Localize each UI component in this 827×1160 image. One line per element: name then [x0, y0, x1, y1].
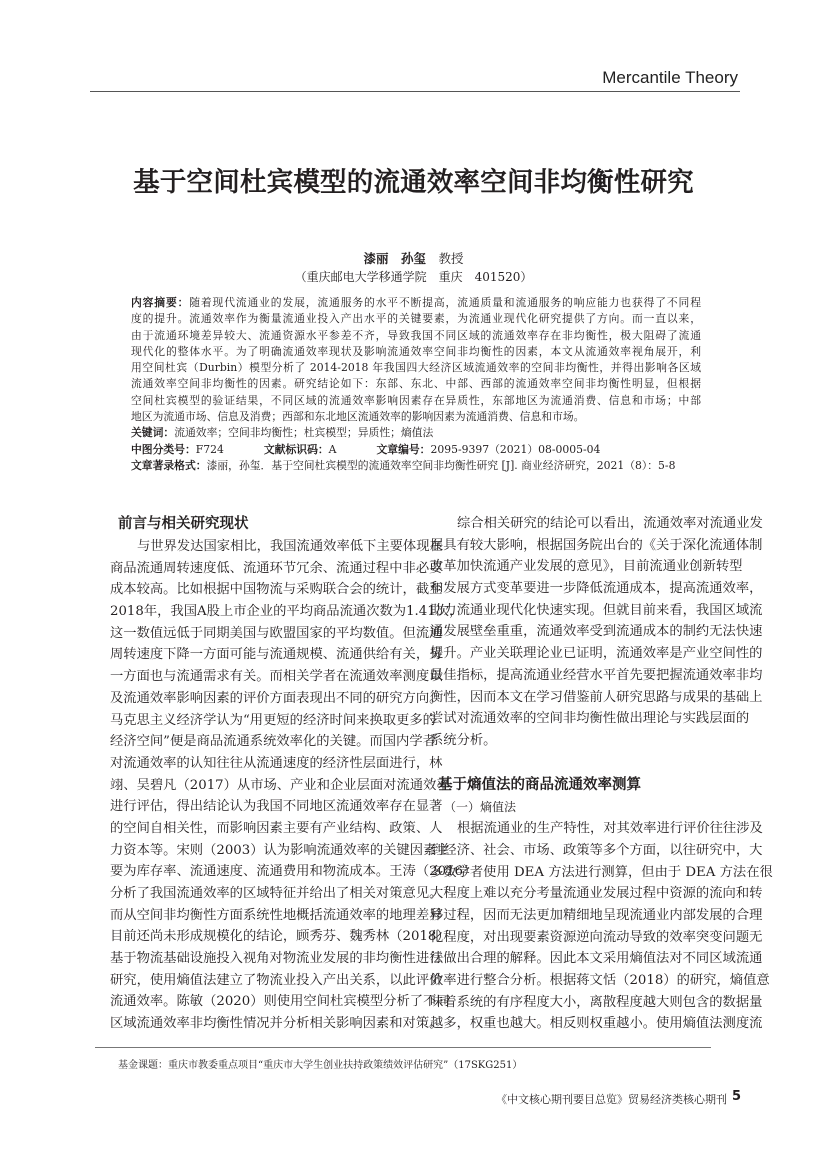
abstract-line: 空间杜宾模型的验证结果，不同区域的流通效率影响因素存在异质性，东部地区为流通消费、信息和市场；中部	[131, 393, 701, 407]
journal-footer: 《中文核心期刊要目总览》贸易经济类核心期刊	[496, 1093, 727, 1106]
running-header: Mercantile Theory	[602, 68, 738, 87]
body-line: 及流通效率影响因素的评价方面表现出不同的研究方向。	[110, 690, 443, 706]
body-line: 展具有较大影响，根据国务院出台的《关于深化流通体制	[430, 537, 763, 553]
body-line: 最佳指标，提高流通业经营水平首先要把握流通效率非均	[430, 667, 763, 683]
body-line: 改革加快流通产业发展的意见》，目前流通业创新转型	[430, 559, 743, 575]
body-line: 进行评估，得出结论认为我国不同地区流通效率存在显著	[110, 799, 443, 815]
author-title: 教授	[438, 251, 464, 266]
body-line: 味着系统的有序程度大小，离散程度越大则包含的数据量	[430, 994, 763, 1010]
body-line: 尝试对流通效率的空间非均衡性做出理论与实践层面的	[430, 711, 750, 727]
footnote-divider	[95, 1047, 711, 1048]
body-line: 衡性，因而本文在学习借鉴前人研究思路与成果的基础上	[430, 689, 763, 705]
classification-row: 中图分类号：F724 文献标识码：A 文章编号：2095-9397（2021）08-0005-04	[131, 442, 601, 456]
section-heading: 基于熵值法的商品流通效率测算	[438, 776, 641, 793]
body-line: 根据流通业的生产特性，对其效率进行评价往往涉及	[457, 821, 763, 837]
body-line: 和发展方式变革要进一步降低流通成本，提高流通效率，	[430, 581, 763, 597]
body-line: 到经济、社会、市场、政策等多个方面，以往研究中，大	[430, 842, 763, 858]
abstract-line: 流通效率空间非均衡性的因素。研究结论如下：东部、东北、中部、西部的流通效率空间非均衡性明显，但根据	[131, 377, 701, 391]
body-line: 翊、吴碧凡（2017）从市场、产业和企业层面对流通效率	[110, 777, 450, 793]
body-line: 法做出合理的解释。因此本文采用熵值法对不同区域流通	[430, 951, 763, 967]
body-line: 要为库存率、流通速度、流通费用和物流成本。王涛（2016）	[110, 864, 477, 880]
body-line: 多数学者使用 DEA 方法进行测算，但由于 DEA 方法在很	[430, 864, 773, 880]
body-line: 这一数值远低于同期美国与欧盟国家的平均数值。但流通	[110, 625, 443, 641]
body-line: 周转速度下降一方面可能与流通规模、流通供给有关，另	[110, 647, 443, 663]
abstract-line: 地区为流通市场、信息及消费；西部和东北地区流通效率的影响因素为流通消费、信息和市场。	[131, 410, 585, 424]
body-line: 基于物流基础设施投入视角对物流业发展的非均衡性进行	[110, 951, 443, 967]
abstract-label: 内容摘要：	[131, 296, 190, 309]
right-body-text	[430, 818, 773, 1035]
body-line: 助力流通业现代化快速实现。但就目前来看，我国区域流	[430, 602, 763, 618]
right-column	[430, 513, 773, 1035]
page-number: 5	[732, 1089, 742, 1104]
body-line: 移过程，因而无法更加精细地呈现流通业内部发展的合理	[430, 908, 763, 923]
authors	[0, 249, 827, 267]
body-line: 综合相关研究的结论可以看出，流通效率对流通业发	[457, 516, 763, 531]
body-line: 2018年，我国A股上市企业的平均商品流通次数为1.41次，	[110, 604, 463, 620]
body-line: 马克思主义经济学认为“用更短的经济时间来换取更多的	[110, 712, 436, 728]
body-line: 流通效率。陈敏（2020）则使用空间杜宾模型分析了不同	[110, 994, 450, 1010]
body-line: 化程度，对出现要素资源逆向流动导致的效率突变问题无	[430, 929, 763, 945]
body-line: 效率进行整合分析。根据蒋文恬（2018）的研究，熵值意	[430, 973, 770, 989]
citation-format: 文章著录格式：漆丽，孙玺．基于空间杜宾模型的流通效率空间非均衡性研究 [J]. 商业经济研究，2021（8）：5-8	[131, 458, 676, 472]
affiliation: （重庆邮电大学移通学院 重庆 401520）	[294, 270, 533, 284]
body-line: 系统分析。	[430, 732, 497, 748]
subsection-heading: （一）熵值法	[444, 799, 517, 814]
body-line: 商品流通周转速度低、流通环节冗余、流通过程中非必要	[110, 560, 443, 576]
body-line: 研究，使用熵值法建立了物流业投入产出关系，以此评价	[110, 972, 443, 988]
abstract-line: 由于流通环境差异较大、流通资源水平参差不齐，导致我国不同区域的流通效率存在非均衡性，极大阻碍了流通	[131, 328, 701, 342]
abstract-line: 现代化的整体水平。为了明确流通效率现状及影响流通效率空间非均衡性的因素，本文从流通效率视角展开，利	[131, 344, 701, 358]
body-line: 力资本等。宋则（2003）认为影响流通效率的关键因素主	[110, 842, 450, 858]
abstract-line: 度的提升。流通效率作为衡量流通业投入产出水平的关键要素，为流通业现代化研究提供了方向。而一直以来，	[131, 312, 701, 326]
body-line: 越多，权重也越大。相反则权重越小。使用熵值法测度流	[430, 1016, 763, 1032]
abstract-line: 用空间杜宾（Durbin）模型分析了 2014-2018 年我国四大经济区域流通效率的空间非均衡性，并得出影响各区域	[131, 361, 701, 375]
body-line: 经济空间”便是商品流通系统效率化的关键。而国内学者	[110, 734, 436, 750]
section-heading: 前言与相关研究现状	[118, 516, 249, 532]
body-line: 一方面也与流通需求有关。而相关学者在流通效率测度以	[110, 669, 443, 685]
body-line: 对流通效率的认知往往从流通速度的经济性层面进行，林	[110, 755, 443, 771]
keywords: 关键词：流通效率；空间非均衡性；杜宾模型；异质性；熵值法	[131, 426, 434, 440]
body-line: 提升。产业关联理论业已证明，流通效率是产业空间性的	[430, 646, 763, 662]
body-line: 与世界发达国家相比，我国流通效率低下主要体现在	[137, 539, 443, 554]
body-line: 而从空间非均衡性方面系统性地概括流通效率的地理差异	[110, 907, 443, 923]
abstract-block	[131, 295, 701, 474]
body-line: 的空间自相关性，而影响因素主要有产业结构、政策、人	[110, 820, 443, 836]
body-line: 成本较高。比如根据中国物流与采购联合会的统计，截至	[110, 582, 443, 598]
right-intro-text	[430, 513, 763, 752]
body-line: 目前还尚未形成规模化的结论，顾秀芬、魏秀林（2018）	[110, 929, 450, 945]
author-names: 漆丽 孙玺	[363, 251, 426, 266]
body-line: 大程度上难以充分考量流通业发展过程中资源的流向和转	[430, 886, 763, 902]
header-divider	[90, 91, 740, 92]
funding-note: 基金课题：重庆市教委重点项目“重庆市大学生创业扶持政策绩效评估研究”（17SKG251）	[118, 1060, 523, 1071]
paper-title: 基于空间杜宾模型的流通效率空间非均衡性研究	[133, 167, 694, 198]
body-line: 分析了我国流通效率的区域特征并给出了相关对策意见。	[110, 886, 443, 901]
body-line: 区域流通效率非均衡性情况并分析相关影响因素和对策。	[110, 1016, 443, 1032]
abstract-line: 内容摘要：随着现代流通业的发展，流通服务的水平不断提高，流通质量和流通服务的响应能力也获得了不同程	[131, 296, 701, 309]
body-line: 通发展壁垒重重，流通效率受到流通成本的制约无法快速	[430, 624, 763, 640]
